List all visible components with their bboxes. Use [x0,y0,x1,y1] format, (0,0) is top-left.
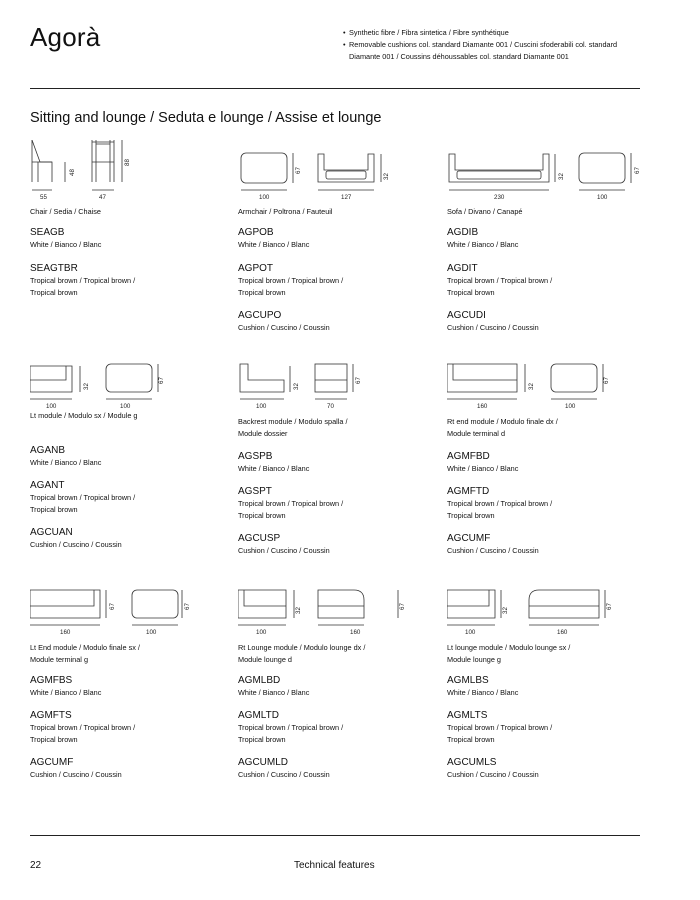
dim-seat-height: 32 [558,173,565,180]
product-code: AGDIT [447,263,478,274]
dim-seat-height: 32 [528,383,535,390]
product-finish: White / Bianco / Blanc [447,464,519,473]
dim-height: 67 [295,167,302,174]
dim-seat-height: 32 [83,383,90,390]
product-finish: White / Bianco / Blanc [238,688,310,697]
product-code: AGANT [30,480,65,491]
product-finish: Tropical brown / Tropical brown / Tropical brown [238,499,344,520]
dim-height: 67 [634,167,641,174]
dim-height: 88 [124,159,131,166]
product-finish: Tropical brown / Tropical brown / Tropical brown [238,723,344,744]
dim-depth: 160 [350,629,361,636]
chair-drawing [30,140,230,204]
dim-width: 47 [99,194,106,201]
backrest-module-drawing [238,358,438,422]
dim-depth: 55 [40,194,47,201]
dim-seat-height: 32 [293,383,300,390]
product-code: AGMLTD [238,710,279,721]
product-label: Rt Lounge module / Modulo lounge dx / Module lounge d [238,643,366,664]
product-finish: Cushion / Cuscino / Coussin [447,323,539,332]
dim-depth: 100 [259,194,270,201]
dim-width: 100 [256,629,267,636]
dim-width: 160 [60,629,71,636]
product-finish: White / Bianco / Blanc [30,240,102,249]
product-code: AGCUMLD [238,757,289,768]
footer-section-label: Technical features [294,860,375,871]
product-code: AGMLTS [447,710,488,721]
product-label: Backrest module / Modulo spalla / Module dossier [238,417,348,438]
product-code: AGANB [30,445,66,456]
dim-height: 67 [603,377,610,384]
product-code: AGMLBD [238,675,281,686]
product-finish: Tropical brown / Tropical brown / Tropical brown [447,499,553,520]
product-finish: White / Bianco / Blanc [30,688,102,697]
dim-width: 127 [341,194,352,201]
product-finish: Cushion / Cuscino / Coussin [447,770,539,779]
product-label: Lt module / Modulo sx / Module g [30,411,138,420]
product-code: AGCUMLS [447,757,497,768]
note-fibre: • Synthetic fibre / Fibra sintetica / Fibre synthétique [343,27,643,39]
dim-height: 67 [606,603,613,610]
product-finish: White / Bianco / Blanc [447,240,519,249]
product-code: AGCUMF [447,533,491,544]
product-code: AGCUMF [30,757,74,768]
rt-end-module-drawing [447,358,647,422]
product-label: Rt end module / Modulo finale dx / Module terminal d [447,417,558,438]
page-number: 22 [30,860,42,871]
product-code: AGPOT [238,263,274,274]
product-label: Chair / Sedia / Chaise [30,207,101,216]
product-finish: Cushion / Cuscino / Coussin [238,770,330,779]
dim-depth: 160 [557,629,568,636]
lt-lounge-module-drawing [447,584,647,648]
dim-seat-height: 32 [295,607,302,614]
product-code: AGPOB [238,227,274,238]
dim-width: 70 [327,403,334,410]
product-label: Armchair / Poltrona / Fauteuil [238,207,333,216]
dim-seat-height: 32 [502,607,509,614]
product-code: AGCUDI [447,310,486,321]
product-code: AGCUSP [238,533,281,544]
product-label: Sofa / Divano / Canapé [447,207,523,216]
dim-height: 67 [158,377,165,384]
product-finish: White / Bianco / Blanc [238,464,310,473]
product-finish: Cushion / Cuscino / Coussin [30,770,122,779]
product-code: AGCUPO [238,310,282,321]
dim-depth: 100 [597,194,608,201]
dim-depth: 100 [146,629,157,636]
product-code: AGMFBS [30,675,73,686]
product-code: AGMLBS [447,675,489,686]
product-code: SEAGTBR [30,263,78,274]
dim-height: 67 [399,603,406,610]
product-code: AGMFTD [447,486,490,497]
product-code: SEAGB [30,227,65,238]
dim-width: 100 [46,403,57,410]
dim-seat-height: 32 [383,173,390,180]
dim-depth: 100 [120,403,131,410]
dim-seat-height: 48 [69,169,76,176]
product-finish: Tropical brown / Tropical brown / Tropical brown [30,723,136,744]
lt-end-module-drawing [30,584,230,648]
section-title: Sitting and lounge / Seduta e lounge / Assise et lounge [30,110,382,126]
product-finish: Cushion / Cuscino / Coussin [238,546,330,555]
page-title: Agorà [30,22,101,52]
product-finish: White / Bianco / Blanc [238,240,310,249]
product-code: AGMFBD [447,451,490,462]
rt-lounge-module-drawing [238,584,438,648]
product-finish: Tropical brown / Tropical brown / Tropical brown [30,276,136,297]
material-notes [343,27,643,63]
dim-width: 160 [477,403,488,410]
product-finish: White / Bianco / Blanc [30,458,102,467]
product-code: AGSPB [238,451,273,462]
product-finish: Tropical brown / Tropical brown / Tropical brown [447,276,553,297]
product-label: Lt lounge module / Modulo lounge sx / Module lounge g [447,643,571,664]
product-finish: Cushion / Cuscino / Coussin [30,540,122,549]
product-code: AGMFTS [30,710,72,721]
product-finish: Cushion / Cuscino / Coussin [238,323,330,332]
armchair-drawing [238,140,438,204]
product-code: AGDIB [447,227,479,238]
product-label: Lt End module / Modulo finale sx / Module terminal g [30,643,140,664]
product-finish: White / Bianco / Blanc [447,688,519,697]
sofa-drawing [447,140,647,204]
dim-width: 230 [494,194,505,201]
dim-height: 67 [355,377,362,384]
bottom-divider [30,835,640,836]
product-code: AGCUAN [30,527,73,538]
dim-depth: 100 [565,403,576,410]
product-finish: Cushion / Cuscino / Coussin [447,546,539,555]
product-finish: Tropical brown / Tropical brown / Tropical brown [238,276,344,297]
note-cushions: • Removable cushions col. standard Diamante 001 / Cuscini sfoderabili col. standard Diamante 001 / Coussins déhoussables col. standard Diamante 001 [343,39,643,63]
dim-width: 100 [465,629,476,636]
dim-depth: 100 [256,403,267,410]
product-finish: Tropical brown / Tropical brown / Tropical brown [30,493,136,514]
product-finish: Tropical brown / Tropical brown / Tropical brown [447,723,553,744]
dim-height: 67 [109,603,116,610]
dim-height-2: 67 [184,603,191,610]
top-divider [30,88,640,89]
product-code: AGSPT [238,486,272,497]
